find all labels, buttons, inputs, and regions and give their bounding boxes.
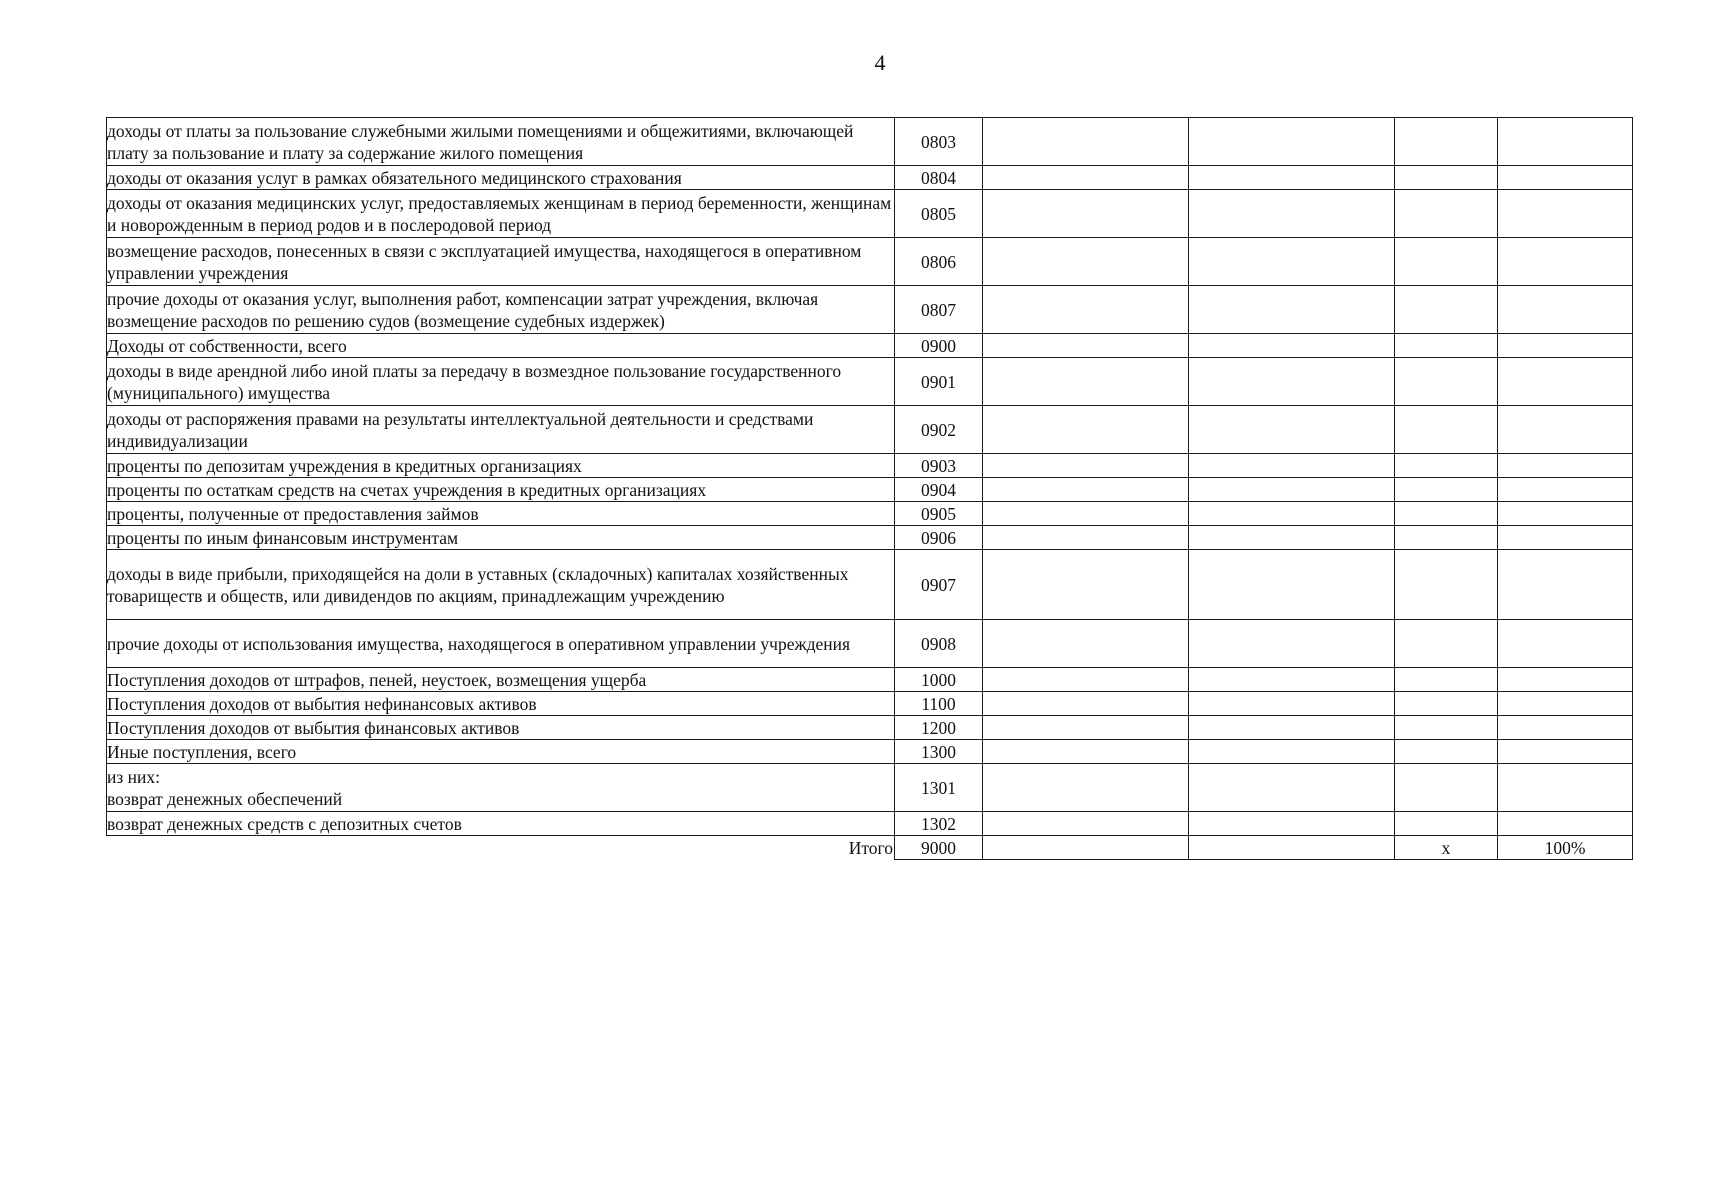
table-row <box>107 668 1633 692</box>
table-row <box>107 620 1633 668</box>
value-cell <box>983 668 1189 692</box>
value-cell <box>1189 668 1395 692</box>
value-cell <box>1189 526 1395 550</box>
value-cell <box>1395 358 1498 406</box>
row-code: 1200 <box>895 716 983 740</box>
value-cell <box>983 764 1189 812</box>
value-cell <box>1395 764 1498 812</box>
value-cell <box>1189 812 1395 836</box>
value-cell <box>1395 668 1498 692</box>
row-code: 0807 <box>895 286 983 334</box>
row-code: 1300 <box>895 740 983 764</box>
table-row <box>107 812 1633 836</box>
value-cell <box>1189 118 1395 166</box>
value-cell <box>1395 118 1498 166</box>
value-cell <box>1498 550 1633 620</box>
value-cell <box>1395 238 1498 286</box>
table-row <box>107 526 1633 550</box>
value-cell <box>1395 812 1498 836</box>
value-cell <box>1498 692 1633 716</box>
value-cell <box>1189 740 1395 764</box>
value-cell <box>1498 454 1633 478</box>
row-label: доходы в виде арендной либо иной платы за передачу в возмездное пользование государственного (муниципального) имущества <box>107 358 895 406</box>
row-label: прочие доходы от оказания услуг, выполнения работ, компенсации затрат учреждения, включая возмещение расходов по решению судов (возмещение судебных издержек) <box>107 286 895 334</box>
table-row <box>107 286 1633 334</box>
value-cell <box>1498 740 1633 764</box>
row-code: 0904 <box>895 478 983 502</box>
table-row <box>107 238 1633 286</box>
table-row <box>107 716 1633 740</box>
value-cell <box>983 740 1189 764</box>
value-cell <box>983 620 1189 668</box>
value-cell <box>983 478 1189 502</box>
value-cell <box>1189 286 1395 334</box>
table-row <box>107 190 1633 238</box>
value-cell <box>1498 118 1633 166</box>
row-label: Поступления доходов от штрафов, пеней, неустоек, возмещения ущерба <box>107 668 895 692</box>
value-cell <box>1498 406 1633 454</box>
table-row <box>107 454 1633 478</box>
value-cell <box>983 692 1189 716</box>
table-row <box>107 740 1633 764</box>
value-cell <box>983 406 1189 454</box>
value-cell <box>983 812 1189 836</box>
row-code: 0903 <box>895 454 983 478</box>
row-label: проценты по депозитам учреждения в кредитных организациях <box>107 454 895 478</box>
value-cell <box>1189 550 1395 620</box>
row-code: 0806 <box>895 238 983 286</box>
table-row <box>107 118 1633 166</box>
total-x-mark: x <box>1395 836 1498 860</box>
table-row <box>107 406 1633 454</box>
value-cell <box>1189 406 1395 454</box>
value-cell <box>1498 478 1633 502</box>
row-label: возврат денежных средств с депозитных счетов <box>107 812 895 836</box>
value-cell <box>983 190 1189 238</box>
row-label: доходы от оказания медицинских услуг, предоставляемых женщинам в период беременности, женщинам и новорожденным в период родов и в послеродовой период <box>107 190 895 238</box>
value-cell <box>1189 764 1395 812</box>
value-cell <box>1395 716 1498 740</box>
value-cell <box>983 334 1189 358</box>
value-cell <box>1189 358 1395 406</box>
table-row <box>107 764 1633 812</box>
value-cell <box>1395 286 1498 334</box>
value-cell <box>1395 166 1498 190</box>
total-code: 9000 <box>895 836 983 860</box>
value-cell <box>1189 190 1395 238</box>
value-cell <box>1498 620 1633 668</box>
value-cell <box>1498 502 1633 526</box>
row-code: 1301 <box>895 764 983 812</box>
row-label: Поступления доходов от выбытия финансовых активов <box>107 716 895 740</box>
row-code: 0803 <box>895 118 983 166</box>
value-cell <box>1395 526 1498 550</box>
table-row <box>107 502 1633 526</box>
total-value-cell <box>1189 836 1395 860</box>
value-cell <box>1395 692 1498 716</box>
value-cell <box>1189 166 1395 190</box>
row-label: из них: возврат денежных обеспечений <box>107 764 895 812</box>
value-cell <box>1395 334 1498 358</box>
value-cell <box>983 550 1189 620</box>
row-code: 1000 <box>895 668 983 692</box>
value-cell <box>983 118 1189 166</box>
value-cell <box>1395 454 1498 478</box>
value-cell <box>983 526 1189 550</box>
total-row <box>107 836 1633 860</box>
value-cell <box>1189 454 1395 478</box>
value-cell <box>983 238 1189 286</box>
table-row <box>107 692 1633 716</box>
row-label: доходы от оказания услуг в рамках обязательного медицинского страхования <box>107 166 895 190</box>
row-code: 0902 <box>895 406 983 454</box>
row-code: 0804 <box>895 166 983 190</box>
row-code: 0906 <box>895 526 983 550</box>
total-label: Итого <box>107 836 895 860</box>
value-cell <box>1189 334 1395 358</box>
row-label: доходы от распоряжения правами на результаты интеллектуальной деятельности и средствами индивидуализации <box>107 406 895 454</box>
row-code: 1302 <box>895 812 983 836</box>
table-row <box>107 166 1633 190</box>
row-code: 1100 <box>895 692 983 716</box>
value-cell <box>1395 550 1498 620</box>
row-label: прочие доходы от использования имущества, находящегося в оперативном управлении учреждения <box>107 620 895 668</box>
value-cell <box>1498 716 1633 740</box>
value-cell <box>1498 358 1633 406</box>
row-label: Доходы от собственности, всего <box>107 334 895 358</box>
table-row <box>107 478 1633 502</box>
value-cell <box>1189 620 1395 668</box>
row-label: возмещение расходов, понесенных в связи с эксплуатацией имущества, находящегося в оперативном управлении учреждения <box>107 238 895 286</box>
row-label: проценты по иным финансовым инструментам <box>107 526 895 550</box>
row-label: проценты, полученные от предоставления займов <box>107 502 895 526</box>
value-cell <box>1395 406 1498 454</box>
value-cell <box>1189 238 1395 286</box>
row-code: 0908 <box>895 620 983 668</box>
value-cell <box>1498 190 1633 238</box>
value-cell <box>983 358 1189 406</box>
value-cell <box>1498 238 1633 286</box>
value-cell <box>1395 478 1498 502</box>
value-cell <box>1189 692 1395 716</box>
row-code: 0900 <box>895 334 983 358</box>
value-cell <box>1498 668 1633 692</box>
value-cell <box>983 286 1189 334</box>
total-percent: 100% <box>1498 836 1633 860</box>
row-code: 0907 <box>895 550 983 620</box>
value-cell <box>1189 502 1395 526</box>
row-label: доходы от платы за пользование служебными жилыми помещениями и общежитиями, включающей плату за пользование и плату за содержание жилого помещения <box>107 118 895 166</box>
value-cell <box>1498 764 1633 812</box>
value-cell <box>1498 286 1633 334</box>
row-code: 0901 <box>895 358 983 406</box>
table-row <box>107 334 1633 358</box>
row-label: Иные поступления, всего <box>107 740 895 764</box>
value-cell <box>1498 166 1633 190</box>
total-value-cell <box>983 836 1189 860</box>
value-cell <box>1189 716 1395 740</box>
value-cell <box>1498 812 1633 836</box>
value-cell <box>983 166 1189 190</box>
value-cell <box>1498 526 1633 550</box>
value-cell <box>1498 334 1633 358</box>
value-cell <box>1395 190 1498 238</box>
row-code: 0905 <box>895 502 983 526</box>
revenue-table <box>106 117 1633 860</box>
table-row <box>107 358 1633 406</box>
value-cell <box>1395 502 1498 526</box>
value-cell <box>983 502 1189 526</box>
value-cell <box>1395 740 1498 764</box>
row-label: проценты по остаткам средств на счетах учреждения в кредитных организациях <box>107 478 895 502</box>
table-row <box>107 550 1633 620</box>
value-cell <box>983 454 1189 478</box>
row-label: доходы в виде прибыли, приходящейся на доли в уставных (складочных) капиталах хозяйственных товариществ и обществ, или дивидендов по акциям, принадлежащим учреждению <box>107 550 895 620</box>
page-number: 4 <box>874 50 886 75</box>
value-cell <box>983 716 1189 740</box>
row-label: Поступления доходов от выбытия нефинансовых активов <box>107 692 895 716</box>
value-cell <box>1189 478 1395 502</box>
row-code: 0805 <box>895 190 983 238</box>
value-cell <box>1395 620 1498 668</box>
